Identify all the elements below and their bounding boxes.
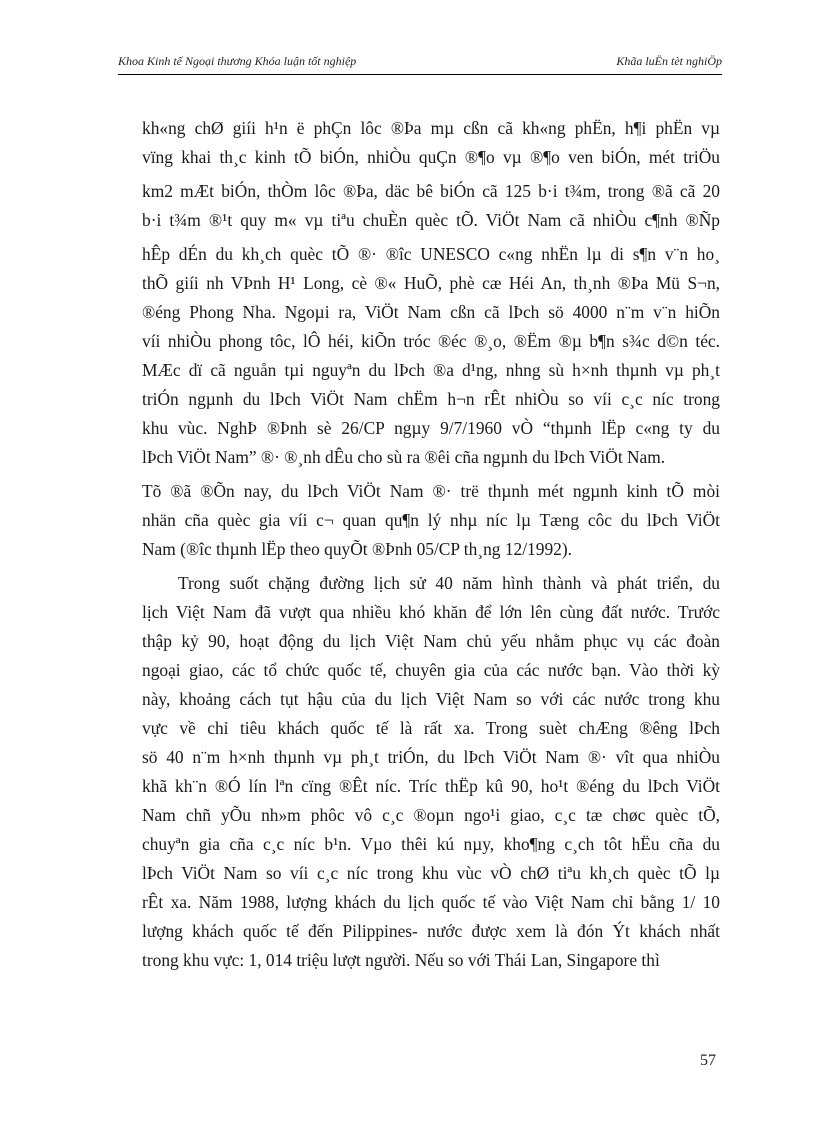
text-line: ®éng Phong Nha. Ngoµi ra, ViÖt Nam cßn cã lÞch sö 4000 n¨m v¨n hiÕn [142,302,720,322]
text-line: hÊp dÉn du kh¸ch quèc tÕ ®· ®îc UNESCO c«ng nhËn lµ di s¶n v¨n ho¸ [142,244,720,264]
header-left-text: Khoa Kinh tế Ngoại thương Khóa luận tốt nghiệp [118,54,357,68]
text-line: thÕ giíi nh VÞnh H¹ Long, cè ®« HuÕ, phè cæ Héi An, th¸nh ®Þa Mü S¬n, [142,273,720,293]
text-line: lÞch ViÖt Nam” ®· ®¸nh dÊu cho sù ra ®êi cña ngµnh du lÞch ViÖt Nam. [142,447,666,467]
text-line: vïng khai th¸c kinh tÕ biÓn, nhiÒu quÇn ®¶o vµ ®¶o ven biÓn, mét triÖu [142,147,720,167]
text-line: rÊt xa. Năm 1988, lượng khách du lịch quốc tế vào Việt Nam chỉ bằng 1/ 10 [142,892,720,912]
page-header [118,52,722,72]
text-line: sö 40 n¨m h×nh thµnh vµ ph¸t triÓn, du lÞch ViÖt Nam ®· vît qua nhiÒu [142,747,720,767]
header-rule [118,74,722,75]
text-line: víi nhiÒu phong tôc, lÔ héi, kiÕn tróc ®éc ®¸o, ®Ëm ®µ b¶n s¾c d©n téc. [142,331,720,351]
text-line: triÓn ngµnh du lÞch ViÖt Nam chËm h¬n rÊt nhiÒu so víi c¸c níc trong [142,389,720,409]
text-line: khu vùc. NghÞ ®Þnh sè 26/CP ngµy 9/7/1960 vÒ “thµnh lËp c«ng ty du [142,418,720,438]
text-line: kh«ng chØ giíi h¹n ë phÇn lôc ®Þa mµ cßn cã kh«ng phËn, h¶i phËn vµ [142,118,720,138]
header-right-text: Khãa luËn tèt nghiÖp [616,54,722,68]
text-line: khã kh¨n ®Ó lín lªn cïng ®Êt níc. Tríc thËp kû 90, ho¹t ®éng du lÞch ViÖt [142,776,720,796]
text-line: trong khu vực: 1, 014 triệu lượt người. Nếu so với Thái Lan, Singapore thì [142,950,660,970]
text-line: km2 mÆt biÓn, thÒm lôc ®Þa, däc bê biÓn cã 125 b·i t¾m, trong ®ã cã 20 [142,181,720,201]
text-line: Trong suốt chặng đường lịch sử 40 năm hình thành và phát triển, du [178,573,720,593]
text-line: lÞch ViÖt Nam so víi c¸c níc trong khu vùc vÒ chØ tiªu kh¸ch quèc tÕ lµ [142,863,720,883]
text-line: vực về chỉ tiêu khách quốc tế là rất xa. Trong suèt chÆng ®êng lÞch [142,718,720,738]
text-line: lượng khách quốc tế đến Pilippines- nước được xem là đón Ýt khách nhất [142,921,720,941]
text-line: Nam (®îc thµnh lËp theo quyÕt ®Þnh 05/CP th¸ng 12/1992). [142,539,572,559]
text-line: Tõ ®ã ®Õn nay, du lÞch ViÖt Nam ®· trë thµnh mét ngµnh kinh tÕ mòi [142,481,720,501]
document-body [142,114,720,975]
text-line: b·i t¾m ®¹t quy m« vµ tiªu chuÈn quèc tÕ. ViÖt Nam cã nhiÒu c¶nh ®Ñp [142,210,720,230]
text-line: lịch Việt Nam đã vượt qua nhiều khó khăn để lớn lên cùng đất nước. Trước [142,602,720,622]
text-line: ngoại giao, các tổ chức quốc tế, chuyên gia của các nước bạn. Vào thời kỳ [142,660,720,680]
text-line: MÆc dï cã nguån tµi nguyªn du lÞch ®a d¹ng, nhng sù h×nh thµnh vµ ph¸t [142,360,720,380]
text-line: thập kỷ 90, hoạt động du lịch Việt Nam chủ yếu nhằm phục vụ các đoàn [142,631,720,651]
text-line: chuyªn gia cña c¸c níc b¹n. Vµo thêi kú nµy, kho¶ng c¸ch tôt hËu cña du [142,834,720,854]
text-line: nhän cña quèc gia víi c¬ quan qu¶n lý nhµ níc lµ Tæng côc du lÞch ViÖt [142,510,720,530]
text-line: này, khoảng cách tụt hậu của du lịch Việt Nam so với các nước trong khu [142,689,720,709]
text-line: Nam chñ yÕu nh»m phôc vô c¸c ®oµn ngo¹i giao, c¸c tæ chøc quèc tÕ, [142,805,720,825]
page-number: 57 [700,1052,716,1069]
